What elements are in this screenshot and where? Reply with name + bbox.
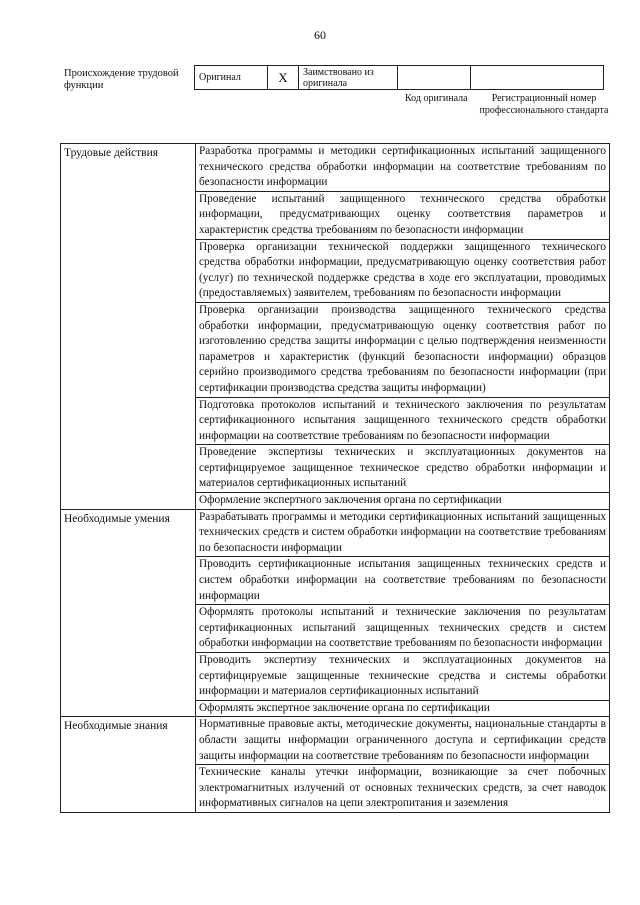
borrowed-cell: Заимствовано из оригинала — [299, 66, 398, 90]
list-item: Разрабатывать программы и методики сертификационных испытаний защищенных технических средств и систем обработки информации на соответствие требованиям по безопасности информации — [196, 509, 610, 557]
list-item: Подготовка протоколов испытаний и технического заключения по результатам сертификационного испытания защищенного технического средств обработки информации на соответствие требованиям по безопасности информации — [196, 397, 610, 445]
original-mark: X — [268, 66, 299, 90]
section-label-actions: Трудовые действия — [61, 144, 196, 510]
list-item: Проверка организации производства защищенного технического средства обработки информации, предусматривающую оценку соответствия работ по изготовлению средства защиты информации с целью подтверждения неизменности параметров и характеристик (функций безопасности информации) образцов серийно производимого средства требованиям по безопасности информации (при сертификации производства средства защиты информации) — [196, 302, 610, 397]
list-item: Проведение экспертизы технических и эксплуатационных документов на сертифицируемое защищенное техническое средство обработки информации и материалов сертификационных испытаний — [196, 445, 610, 493]
list-item: Технические каналы утечки информации, возникающие за счет побочных электромагнитных излучений от основных технических средств, за счет наводок информативных сигналов на цепи электропитания и заземления — [196, 765, 610, 813]
list-item: Оформлять экспертное заключение органа по сертификации — [196, 700, 610, 717]
list-item: Проведение испытаний защищенного технического средства обработки информации, предусматривающих оценку соответствия параметров и характеристик средства требованиям по безопасности информации — [196, 191, 610, 239]
reg-number-cell — [471, 66, 604, 90]
list-item: Разработка программы и методики сертификационных испытаний защищенного технического средства обработки информации на соответствие требованиям по безопасности информации — [196, 144, 610, 192]
list-item: Оформлять протоколы испытаний и технические заключения по результатам сертификационных испытаний защищенных технических средств и систем обработки информации на соответствие требованиям по безопасности информации — [196, 605, 610, 653]
reg-caption: Регистрационный номер профессионального стандарта — [479, 93, 609, 116]
list-item: Проводить сертификационные испытания защищенных технических средств и систем обработки информации на соответствие требованиям по безопасности информации — [196, 557, 610, 605]
section-label-skills: Необходимые умения — [61, 509, 196, 717]
code-cell — [398, 66, 471, 90]
list-item: Нормативные правовые акты, методические документы, национальные стандарты в области защиты информации ограниченного доступа и сертификации средств защиты информации на соответствие требованиям по безопасности информации — [196, 717, 610, 765]
section-label-knowledge: Необходимые знания — [61, 717, 196, 813]
origin-label: Происхождение трудовой функции — [64, 68, 179, 91]
code-caption: Код оригинала — [405, 93, 468, 104]
origin-table — [194, 65, 604, 90]
list-item: Проверка организации технической поддержки защищенного технического средства обработки информации, предусматривающую оценку соответствия работ (услуг) по технической поддержке средства в ходе его эксплуатации, проводимых (предоставляемых) заявителем, требованиям по безопасности информации — [196, 239, 610, 302]
table-row — [61, 509, 610, 557]
list-item: Оформление экспертного заключения органа по сертификации — [196, 493, 610, 510]
list-item: Проводить экспертизу технических и эксплуатационных документов на сертифицируемые защищенные технические средства и системы обработки информации и материалов сертификационных испытаний — [196, 653, 610, 701]
table-row — [61, 144, 610, 192]
function-table — [60, 143, 610, 813]
table-row — [61, 717, 610, 765]
original-cell: Оригинал — [195, 66, 268, 90]
page-number: 60 — [314, 28, 326, 42]
